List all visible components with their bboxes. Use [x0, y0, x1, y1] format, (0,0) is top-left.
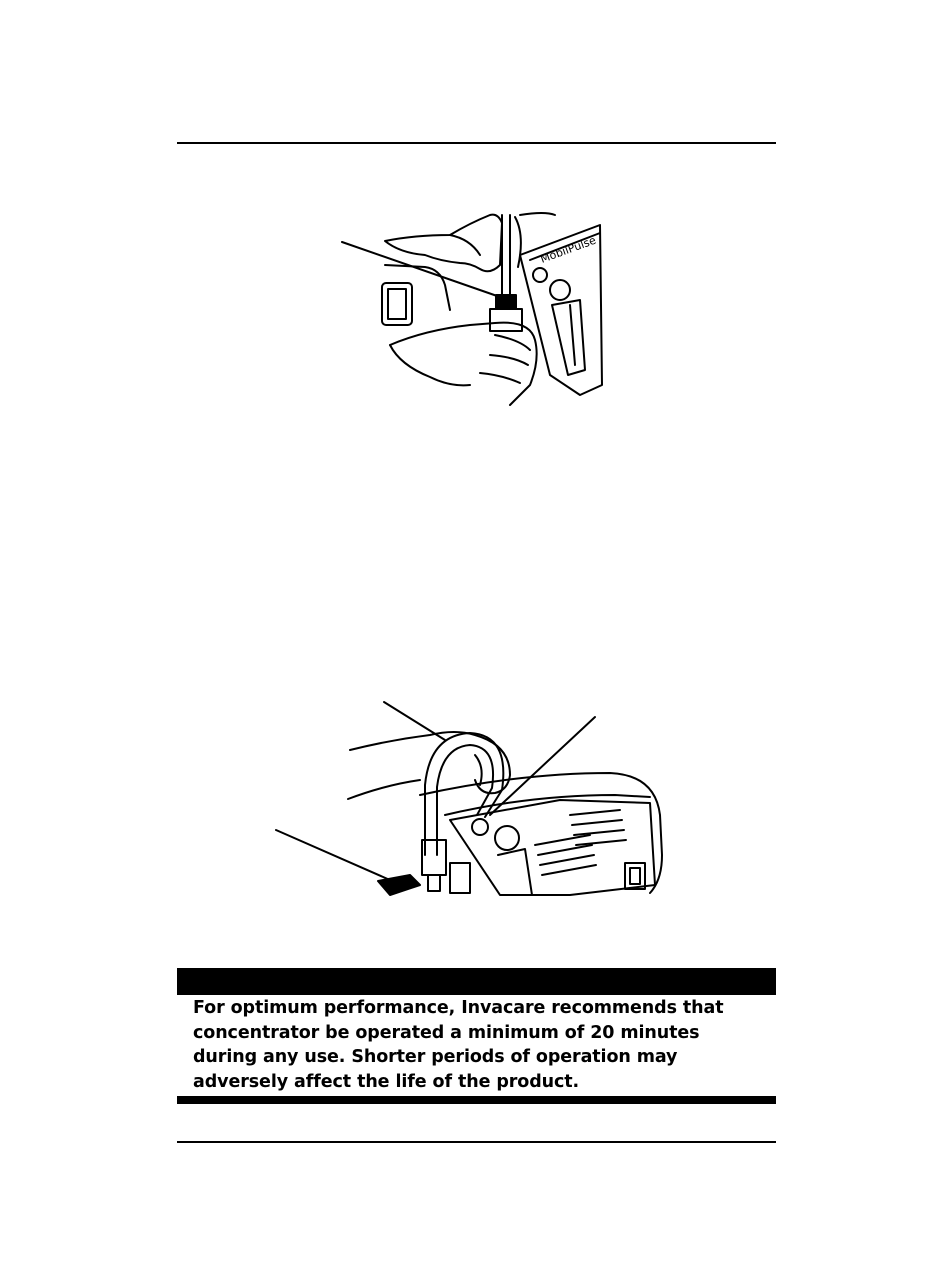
- performance-notice: [177, 968, 776, 1105]
- oxygen-outlet-connection-illustration: [330, 205, 610, 410]
- notice-text: For optimum performance, Invacare recommends that concentrator be operated a minimum of 20 minutes during any use. Shorter periods of operation may adversely affect the life of the product.: [193, 998, 724, 1092]
- bottom-rule: [177, 1141, 776, 1143]
- notice-footer-bar: [177, 1096, 776, 1104]
- notice-header-bar: [177, 968, 776, 995]
- svg-text:MobilPulse: MobilPulse: [538, 233, 598, 266]
- tubing-connection-illustration: [270, 695, 670, 900]
- top-rule: [177, 142, 776, 144]
